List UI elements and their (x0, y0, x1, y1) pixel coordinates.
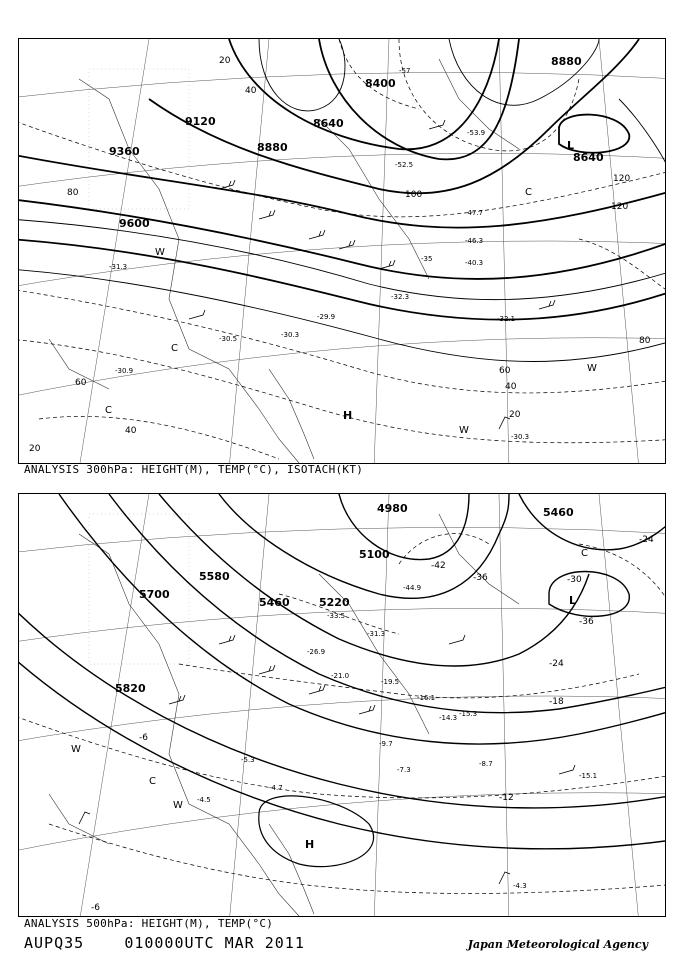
temp-label: -4.7 (269, 784, 283, 792)
isotach-label: 100 (405, 190, 423, 200)
agency-name: Japan Meteorological Agency (467, 938, 648, 951)
isotach-label: 120 (611, 202, 629, 212)
height-label: 8640 (313, 117, 344, 130)
low-pressure-label: L (569, 594, 577, 607)
temp-label: -32.1 (497, 315, 516, 323)
isotach-label: 20 (219, 56, 231, 66)
height-label: 8880 (551, 55, 582, 68)
isotach-label: 60 (499, 366, 511, 376)
temp-label: -21.0 (331, 672, 350, 680)
cold-center-label: C (105, 405, 112, 416)
isotherms (19, 534, 665, 894)
isotach-label: 80 (639, 336, 651, 346)
isotach-label: 20 (29, 444, 41, 454)
isotach-label: 60 (75, 378, 87, 388)
height-label: 5460 (259, 596, 290, 609)
warm-center-label: W (71, 744, 81, 755)
temp-label: -15.1 (579, 772, 598, 780)
temp-label: -26.9 (307, 648, 326, 656)
warm-center-label: W (173, 800, 183, 811)
isotach-contours (19, 39, 665, 362)
isotach-label: 120 (613, 174, 631, 184)
isotherm-label: -18 (549, 697, 564, 707)
product-code: AUPQ35 (24, 934, 85, 952)
temp-label: -47.7 (465, 209, 484, 217)
warm-center-label: W (587, 363, 597, 374)
isotach-label: 80 (67, 188, 79, 198)
isotherm-label: -42 (431, 561, 446, 571)
temp-label: -57 (399, 67, 411, 75)
height-label: 9600 (119, 217, 150, 230)
isotherm-label: -36 (579, 617, 594, 627)
height-label: 5700 (139, 588, 170, 601)
isotherm-label: -12 (499, 793, 514, 803)
high-pressure-contour (259, 796, 374, 867)
graticule (19, 494, 665, 916)
temp-label: -31.3 (109, 263, 128, 271)
temp-label: -15.3 (459, 710, 478, 718)
height-label: 9360 (109, 145, 140, 158)
cold-center-label: C (581, 548, 588, 559)
low-pressure-label: L (567, 139, 575, 152)
temp-label: -8.7 (479, 760, 493, 768)
temp-label: -4.5 (197, 796, 211, 804)
isotherm-label: -24 (639, 535, 654, 545)
cold-center-label: C (149, 776, 156, 787)
map-500hpa-svg (19, 494, 665, 916)
high-pressure-label: H (305, 838, 315, 851)
temp-label: -44.9 (403, 584, 422, 592)
temp-label: -31.3 (367, 630, 386, 638)
temp-label: -4.3 (513, 882, 527, 890)
temp-label: -5.3 (241, 756, 255, 764)
temp-label: -16.1 (417, 694, 436, 702)
temp-label: -30.9 (115, 367, 134, 375)
wind-barbs (79, 635, 575, 884)
temp-label: -7.3 (397, 766, 411, 774)
cold-center-label: C (525, 187, 532, 198)
temp-label: -40.3 (465, 259, 484, 267)
height-label: 5100 (359, 548, 390, 561)
map-panel-300hpa (18, 38, 666, 464)
panel-caption-500hpa: ANALYSIS 500hPa: HEIGHT(M), TEMP(°C) (24, 917, 274, 930)
map-panel-500hpa (18, 493, 666, 917)
product-line (24, 934, 305, 952)
temp-label: -30.3 (281, 331, 300, 339)
valid-time: 010000UTC MAR 2011 (124, 934, 305, 952)
warm-center-label: W (459, 425, 469, 436)
isotach-label: 20 (509, 410, 521, 420)
height-contours (19, 39, 665, 320)
plateau-hatch (89, 69, 189, 209)
low-pressure-contours (549, 572, 629, 617)
isotherm-label: -36 (473, 573, 488, 583)
isotach-label: 40 (125, 426, 137, 436)
temp-label: -30.5 (219, 335, 238, 343)
height-label-group (109, 55, 604, 230)
isotach-label: 40 (245, 86, 257, 96)
map-300hpa-svg (19, 39, 665, 463)
isotherms (19, 39, 665, 459)
temp-label: -53.9 (467, 129, 486, 137)
height-label: 8880 (257, 141, 288, 154)
cold-center-label: C (171, 343, 178, 354)
isotherm-label: -6 (91, 903, 100, 913)
height-label: 5460 (543, 506, 574, 519)
panel-caption-300hpa: ANALYSIS 300hPa: HEIGHT(M), TEMP(°C), ISOTACH(KT) (24, 463, 364, 476)
temp-label: -52.5 (395, 161, 414, 169)
system-label-group (105, 139, 597, 436)
temp-label: -9.7 (379, 740, 393, 748)
warm-center-label: W (155, 247, 165, 258)
temp-label: -29.9 (317, 313, 336, 321)
temp-label: -32.3 (391, 293, 410, 301)
isotherm-label: -24 (549, 659, 564, 669)
temp-label: -30.3 (511, 433, 530, 441)
temp-label: -14.3 (439, 714, 458, 722)
height-label: 5820 (115, 682, 146, 695)
temp-label: -33.5 (327, 612, 346, 620)
height-label: 5580 (199, 570, 230, 583)
temp-label: -35 (421, 255, 433, 263)
isotach-label: 40 (505, 382, 517, 392)
height-label: 9120 (185, 115, 216, 128)
height-label: 8400 (365, 77, 396, 90)
temp-label: -19.5 (381, 678, 400, 686)
isotherm-label: -6 (139, 733, 148, 743)
temp-label: -46.3 (465, 237, 484, 245)
isotach-label-group (29, 56, 651, 454)
height-label: 4980 (377, 502, 408, 515)
isotherm-label: -30 (567, 575, 582, 585)
height-label: 5220 (319, 596, 350, 609)
height-label: 8640 (573, 151, 604, 164)
high-pressure-label: H (343, 409, 353, 422)
